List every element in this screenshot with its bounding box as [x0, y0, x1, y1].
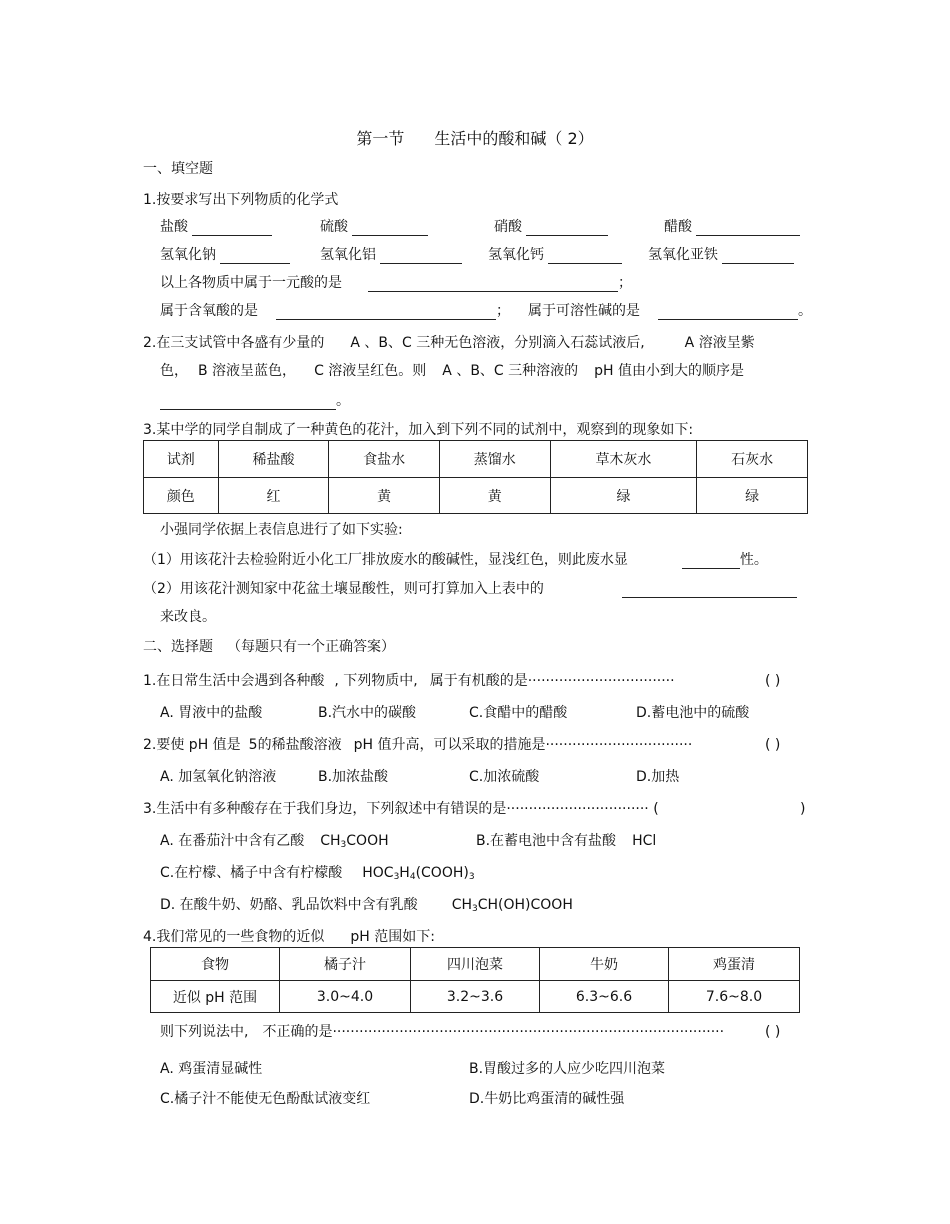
answer-blank[interactable]: [622, 583, 797, 598]
q1-item-hno3: 硝酸: [494, 218, 608, 236]
table-cell: 绿: [550, 478, 697, 514]
mc4-stem: 4.我们常见的一些食物的近似 pH 范围如下:: [143, 929, 435, 945]
q3-intro: 小强同学依据上表信息进行了如下实验:: [160, 522, 403, 538]
table-cell: 近似 pH 范围: [151, 981, 280, 1013]
mc4-option-d[interactable]: D.牛奶比鸡蛋清的碱性强: [469, 1091, 625, 1107]
answer-blank[interactable]: [548, 249, 622, 264]
q1-item-naoh: 氢氧化钠: [160, 246, 290, 264]
table-header-cell: 橘子汁: [280, 948, 411, 981]
mc2-option-d[interactable]: D.加热: [636, 769, 680, 785]
mc3-option-a[interactable]: A. 在番茄汁中含有乙酸 $CH_3COOH$: [160, 833, 389, 850]
q3-part2-blank: [622, 580, 797, 598]
q3-stem: 3.某中学的同学自制成了一种黄色的花汁，加入到下列不同的试剂中，观察到的现象如下:: [143, 422, 694, 438]
table-header-cell: 石灰水: [697, 441, 808, 478]
mc2-option-a[interactable]: A. 加氢氧化钠溶液: [160, 769, 277, 785]
q1-oxyacid-soluble-base: 属于含氧酸的是 ； 属于可溶性碱的是 。: [160, 303, 812, 319]
answer-blank[interactable]: [696, 221, 800, 236]
mc1-option-a[interactable]: A. 胃液中的盐酸: [160, 705, 263, 721]
q1-item-acetic: 醋酸: [664, 218, 800, 236]
answer-blank[interactable]: [368, 277, 618, 292]
table-cell: 绿: [697, 478, 808, 514]
table-cell: 6.3~6.6: [540, 981, 669, 1013]
table-header-cell: 四川泡菜: [411, 948, 540, 981]
indicator-table: [143, 440, 808, 514]
mc1-option-d[interactable]: D.蓄电池中的硫酸: [636, 705, 750, 721]
mc1-option-c[interactable]: C.食醋中的醋酸: [469, 705, 568, 721]
table-cell: 3.0~4.0: [280, 981, 411, 1013]
answer-blank[interactable]: [276, 305, 496, 320]
mc2-option-b[interactable]: B.加浓盐酸: [318, 769, 389, 785]
answer-blank[interactable]: [658, 305, 798, 320]
table-header-cell: 稀盐酸: [218, 441, 329, 478]
mc2-option-c[interactable]: C.加浓硫酸: [469, 769, 540, 785]
section-heading-fill: 一、填空题: [143, 161, 213, 177]
section-heading-choice: 二、选择题 （每题只有一个正确答案）: [143, 639, 395, 655]
mc3-stem: 3.生活中有多种酸存在于我们身边，下列叙述中有错误的是································ (: [143, 801, 659, 817]
q1-item-hcl: 盐酸: [160, 218, 272, 236]
answer-blank[interactable]: [682, 554, 740, 569]
answer-blank[interactable]: [352, 221, 428, 236]
mc3-bracket-end: ): [800, 801, 806, 817]
table-cell: 黄: [329, 478, 440, 514]
table-header-cell: 食盐水: [329, 441, 440, 478]
answer-blank[interactable]: [526, 221, 608, 236]
mc2-bracket: ( ): [765, 737, 781, 753]
q1-item-h2so4: 硫酸: [320, 218, 428, 236]
food-ph-table: [150, 947, 800, 1013]
mc4-bracket: ( ): [765, 1024, 781, 1040]
mc4-question: 则下列说法中, 不正确的是························································································: [160, 1024, 725, 1040]
formula: $CH_3CH(OH)COOH$: [451, 897, 573, 914]
mc3-option-d[interactable]: D. 在酸牛奶、奶酪、乳品饮料中含有乳酸 $CH_3CH(OH)COOH$: [160, 897, 573, 914]
formula: HCl: [632, 833, 657, 849]
answer-blank[interactable]: [220, 249, 290, 264]
mc1-option-b[interactable]: B.汽水中的碳酸: [318, 705, 417, 721]
mc4-option-b[interactable]: B.胃酸过多的人应少吃四川泡菜: [469, 1061, 666, 1077]
table-header-cell: 蒸馏水: [439, 441, 550, 478]
answer-blank[interactable]: [722, 249, 794, 264]
answer-blank[interactable]: [380, 249, 462, 264]
table-header-cell: 鸡蛋清: [669, 948, 800, 981]
mc4-option-c[interactable]: C.橘子汁不能使无色酚酞试液变红: [160, 1091, 371, 1107]
table-header-cell: 试剂: [144, 441, 219, 478]
q3-part2-end: 来改良。: [160, 609, 216, 625]
table-header-cell: 牛奶: [540, 948, 669, 981]
q3-part2: （2）用该花汁测知家中花盆土壤显酸性，则可打算加入上表中的: [143, 581, 544, 597]
mc2-stem: 2.要使 pH 值是 5的稀盐酸溶液 pH 值升高，可以采取的措施是·································: [143, 737, 693, 753]
q1-item-caoh2: 氢氧化钙: [488, 246, 622, 264]
q2-line2: 色， B 溶液呈蓝色， C 溶液呈红色。则 A 、B、C 三种溶液的 pH 值由小到大的顺序是: [160, 363, 745, 379]
q1-item-aloh3: 氢氧化铝: [320, 246, 462, 264]
mc3-option-c[interactable]: C.在柠檬、橘子中含有柠檬酸 $HOC_3H_4(COOH)_3$: [160, 865, 475, 882]
formula: $CH_3COOH$: [320, 833, 389, 850]
page-title: [0, 126, 950, 149]
table-cell: 颜色: [144, 478, 219, 514]
table-cell: 7.6~8.0: [669, 981, 800, 1013]
mc4-option-a[interactable]: A. 鸡蛋清显碱性: [160, 1061, 263, 1077]
mc1-stem: 1.在日常生活中会遇到各种酸 , 下列物质中, 属于有机酸的是·································: [143, 673, 675, 689]
q1-item-feoh2: 氢氧化亚铁: [648, 246, 794, 264]
table-header-cell: 草木灰水: [550, 441, 697, 478]
q2-line3: 。: [160, 392, 350, 410]
mc1-bracket: ( ): [765, 673, 781, 689]
q2-line1: 2.在三支试管中各盛有少量的 A 、B、C 三种无色溶液，分别滴入石蕊试液后, A 溶液呈紫: [143, 335, 755, 351]
title-text: 生活中的酸和碱（ 2）: [434, 129, 594, 148]
q1-stem: 1.按要求写出下列物质的化学式: [143, 192, 339, 208]
title-section: 第一节: [356, 129, 405, 148]
table-cell: 红: [218, 478, 329, 514]
table-cell: 黄: [439, 478, 550, 514]
table-cell: 3.2~3.6: [411, 981, 540, 1013]
table-header-cell: 食物: [151, 948, 280, 981]
answer-blank[interactable]: [160, 395, 336, 410]
mc3-option-b[interactable]: B.在蓄电池中含有盐酸 HCl: [476, 833, 657, 849]
q3-part1: （1）用该花汁去检验附近小化工厂排放废水的酸碱性，显浅红色，则此废水显 性。: [143, 552, 768, 568]
formula: $HOC_3H_4(COOH)_3$: [362, 865, 475, 882]
answer-blank[interactable]: [192, 221, 272, 236]
q1-monoprotic: 以上各物质中属于一元酸的是 ；: [160, 275, 632, 291]
